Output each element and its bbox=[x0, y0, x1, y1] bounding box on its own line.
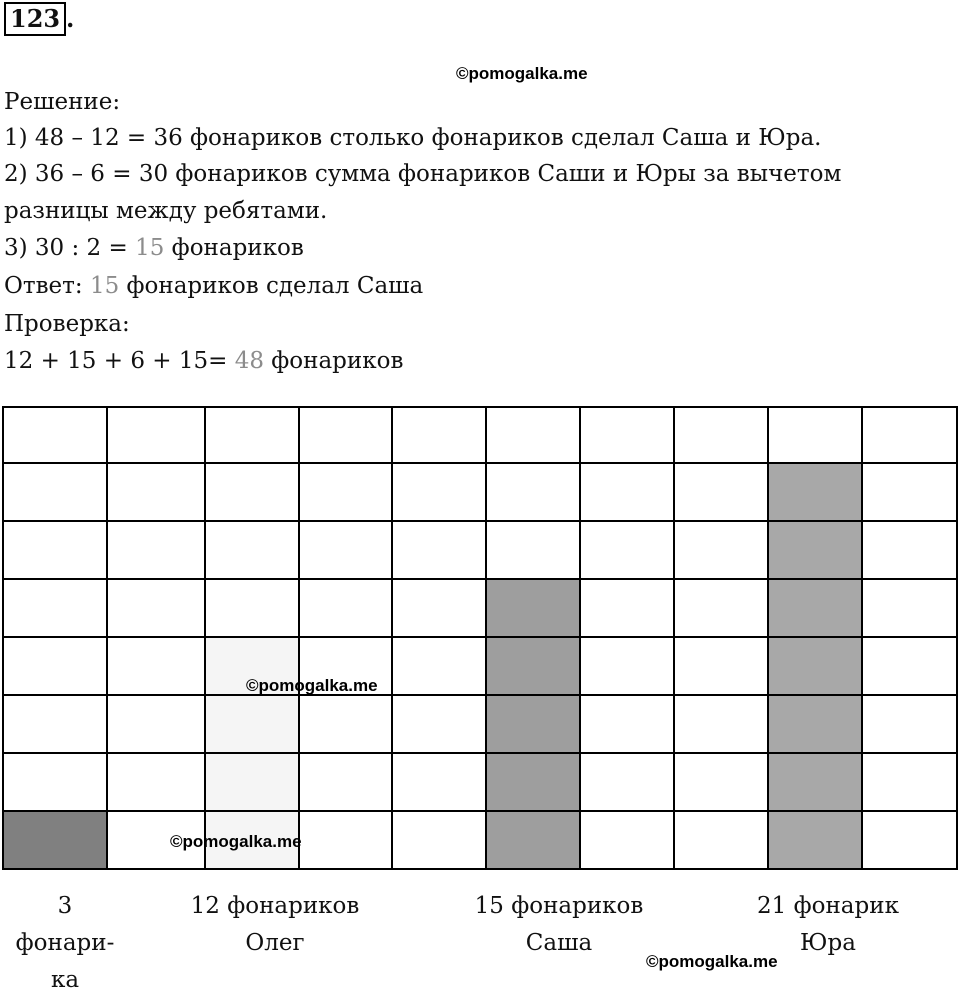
answer-line bbox=[4, 272, 423, 300]
watermark: ©pomogalka.me bbox=[456, 64, 588, 83]
label-sasha bbox=[454, 888, 664, 962]
label-1-count: 3 bbox=[57, 893, 73, 919]
grid-cell bbox=[300, 754, 393, 812]
solution-line-3-unit: фонариков bbox=[164, 235, 304, 261]
grid-cell bbox=[300, 522, 393, 580]
check-expression: 12 + 15 + 6 + 15= bbox=[4, 348, 235, 374]
grid-cell bbox=[393, 696, 487, 754]
grid-cell bbox=[487, 464, 581, 522]
grid-cell bbox=[487, 406, 581, 464]
watermark-bottom: ©pomogalka.me bbox=[646, 952, 778, 971]
solution-line-2: 2) 36 – 6 = 30 фонариков сумма фонариков Саши и Юры за вычетом bbox=[4, 161, 842, 187]
grid-cell bbox=[581, 812, 675, 870]
grid-cell bbox=[675, 464, 769, 522]
solution-heading: Решение: bbox=[4, 89, 121, 115]
solution-line-3 bbox=[4, 234, 304, 262]
grid-cell bbox=[108, 522, 206, 580]
bar-cell bbox=[206, 696, 300, 754]
bar-cell bbox=[487, 638, 581, 696]
bar-cell bbox=[769, 580, 863, 638]
grid-cell bbox=[863, 638, 958, 696]
bar-cell bbox=[487, 812, 581, 870]
grid-cell bbox=[863, 464, 958, 522]
label-yura bbox=[728, 888, 928, 962]
bar-diagram-grid bbox=[2, 406, 958, 870]
grid-cell bbox=[300, 580, 393, 638]
answer-text: фонариков сделал Саша bbox=[119, 273, 424, 299]
grid-cell bbox=[675, 812, 769, 870]
label-oleg bbox=[170, 888, 380, 962]
bar-cell bbox=[769, 638, 863, 696]
task-number-text: 123 bbox=[10, 4, 61, 33]
grid-cell bbox=[2, 580, 108, 638]
grid-cell bbox=[2, 464, 108, 522]
grid-cell bbox=[393, 522, 487, 580]
solution-line-3-text: 3) 30 : 2 = bbox=[4, 235, 136, 261]
check-heading: Проверка: bbox=[4, 311, 130, 337]
grid-cell bbox=[393, 638, 487, 696]
grid-cell bbox=[581, 464, 675, 522]
grid-cell bbox=[393, 464, 487, 522]
grid-cell bbox=[675, 580, 769, 638]
bar-cell bbox=[769, 464, 863, 522]
grid-cell bbox=[487, 522, 581, 580]
bar-cell bbox=[769, 754, 863, 812]
grid-cell bbox=[393, 406, 487, 464]
bar-cell bbox=[487, 696, 581, 754]
label-yura-name: Юра bbox=[800, 930, 856, 956]
answer-number: 15 bbox=[89, 273, 120, 299]
label-1-unit: фонари- bbox=[15, 930, 115, 956]
grid-cell bbox=[300, 812, 393, 870]
grid-cell bbox=[108, 406, 206, 464]
grid-cell bbox=[108, 696, 206, 754]
grid-cell bbox=[108, 580, 206, 638]
grid-cell bbox=[108, 464, 206, 522]
grid-cell bbox=[206, 406, 300, 464]
grid-cell bbox=[2, 406, 108, 464]
solution-line-1: 1) 48 – 12 = 36 фонариков столько фонариков сделал Саша и Юра. bbox=[4, 125, 822, 151]
grid-cell bbox=[863, 696, 958, 754]
grid-cell bbox=[581, 754, 675, 812]
task-number bbox=[4, 2, 66, 36]
grid-cell bbox=[300, 464, 393, 522]
bar-cell bbox=[769, 812, 863, 870]
label-1-unit-end: ка bbox=[50, 967, 80, 993]
grid-cell bbox=[769, 406, 863, 464]
answer-label: Ответ: bbox=[4, 273, 90, 299]
grid-cell bbox=[675, 754, 769, 812]
grid-cell bbox=[581, 696, 675, 754]
grid-cell bbox=[393, 754, 487, 812]
watermark-grid-bottom: ©pomogalka.me bbox=[170, 832, 302, 851]
grid-cell bbox=[206, 522, 300, 580]
check-line bbox=[4, 347, 403, 375]
bar-cell bbox=[206, 754, 300, 812]
solution-line-3-result: 15 bbox=[135, 235, 165, 261]
check-result: 48 bbox=[234, 348, 264, 374]
bar-cell bbox=[769, 522, 863, 580]
solution-line-2-continued: разницы между ребятами. bbox=[4, 198, 328, 224]
grid-cell bbox=[675, 638, 769, 696]
grid-cell bbox=[863, 406, 958, 464]
grid-cell bbox=[675, 406, 769, 464]
grid-cell bbox=[108, 754, 206, 812]
label-oleg-name: Олег bbox=[245, 930, 305, 956]
grid-cell bbox=[300, 406, 393, 464]
watermark-grid-middle: ©pomogalka.me bbox=[246, 676, 378, 695]
grid-cell bbox=[393, 580, 487, 638]
grid-cell bbox=[581, 638, 675, 696]
grid-cell bbox=[206, 580, 300, 638]
bar-cell bbox=[487, 580, 581, 638]
label-oleg-count: 12 фонариков bbox=[190, 893, 360, 919]
bar-cell bbox=[487, 754, 581, 812]
grid-cell bbox=[2, 522, 108, 580]
grid-cell bbox=[108, 638, 206, 696]
grid-cell bbox=[863, 754, 958, 812]
grid-cell bbox=[300, 696, 393, 754]
grid-cell bbox=[206, 464, 300, 522]
task-number-dot: . bbox=[66, 4, 75, 33]
grid-cell bbox=[581, 580, 675, 638]
grid-cell bbox=[675, 522, 769, 580]
grid-cell bbox=[393, 812, 487, 870]
label-column-1 bbox=[10, 888, 120, 999]
label-yura-count: 21 фонарик bbox=[757, 893, 899, 919]
grid-cell bbox=[863, 812, 958, 870]
grid-cell bbox=[675, 696, 769, 754]
grid-cell bbox=[2, 696, 108, 754]
grid-cell bbox=[2, 754, 108, 812]
grid-cell bbox=[581, 406, 675, 464]
label-sasha-name: Саша bbox=[525, 930, 593, 956]
grid-cell bbox=[581, 522, 675, 580]
grid-cell bbox=[863, 522, 958, 580]
label-sasha-count: 15 фонариков bbox=[474, 893, 644, 919]
grid-cell bbox=[2, 638, 108, 696]
check-unit: фонариков bbox=[263, 348, 404, 374]
bar-cell bbox=[769, 696, 863, 754]
grid-cell bbox=[863, 580, 958, 638]
bar-cell bbox=[2, 812, 108, 870]
